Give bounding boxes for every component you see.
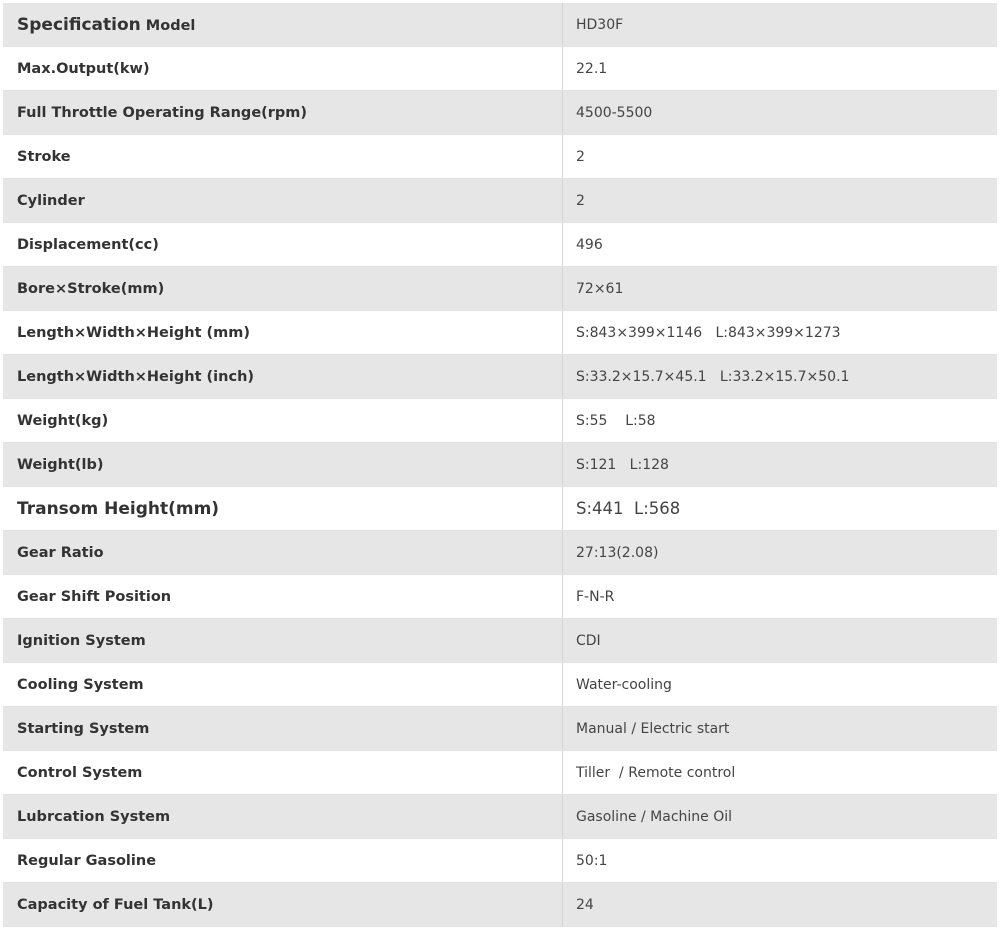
spec-label: Gear Ratio: [3, 531, 563, 575]
model-value: HD30F: [563, 3, 998, 47]
spec-value: 24: [563, 883, 998, 927]
spec-value: Gasoline / Machine Oil: [563, 795, 998, 839]
spec-label: Weight(kg): [3, 399, 563, 443]
table-row: [3, 707, 997, 751]
table-row: [3, 399, 997, 443]
spec-label: Cooling System: [3, 663, 563, 707]
spec-label: Max.Output(kw): [3, 47, 563, 91]
spec-label: Length×Width×Height (inch): [3, 355, 563, 399]
spec-value: S:121 L:128: [563, 443, 998, 487]
spec-label: Gear Shift Position: [3, 575, 563, 619]
spec-label: Starting System: [3, 707, 563, 751]
spec-label: Displacement(cc): [3, 223, 563, 267]
table-row: [3, 47, 997, 91]
table-row: [3, 355, 997, 399]
table-row: [3, 267, 997, 311]
spec-label: Full Throttle Operating Range(rpm): [3, 91, 563, 135]
spec-value: 27:13(2.08): [563, 531, 998, 575]
spec-header-label: [3, 3, 563, 47]
table-row: [3, 135, 997, 179]
spec-label: Ignition System: [3, 619, 563, 663]
spec-value: 4500-5500: [563, 91, 998, 135]
spec-value: S:843×399×1146 L:843×399×1273: [563, 311, 998, 355]
spec-label: Transom Height(mm): [3, 487, 563, 531]
table-row: [3, 311, 997, 355]
spec-value: 72×61: [563, 267, 998, 311]
spec-value: 496: [563, 223, 998, 267]
table-row: [3, 487, 997, 531]
table-row: [3, 443, 997, 487]
spec-value: 50:1: [563, 839, 998, 883]
table-row: [3, 179, 997, 223]
table-header-row: [3, 3, 997, 47]
table-row: [3, 531, 997, 575]
spec-value: Manual / Electric start: [563, 707, 998, 751]
spec-label: Stroke: [3, 135, 563, 179]
spec-label: Weight(lb): [3, 443, 563, 487]
table-row: [3, 223, 997, 267]
spec-label: Bore×Stroke(mm): [3, 267, 563, 311]
spec-value: F-N-R: [563, 575, 998, 619]
spec-label: Lubrcation System: [3, 795, 563, 839]
spec-label: Control System: [3, 751, 563, 795]
spec-value: S:33.2×15.7×45.1 L:33.2×15.7×50.1: [563, 355, 998, 399]
spec-label: Regular Gasoline: [3, 839, 563, 883]
spec-header-sub: Model: [145, 17, 196, 34]
spec-label: Capacity of Fuel Tank(L): [3, 883, 563, 927]
table-row: [3, 795, 997, 839]
spec-label: Length×Width×Height (mm): [3, 311, 563, 355]
spec-value: S:441 L:568: [563, 487, 998, 531]
spec-value: Water-cooling: [563, 663, 998, 707]
table-row: [3, 619, 997, 663]
table-row: [3, 839, 997, 883]
spec-label: Cylinder: [3, 179, 563, 223]
spec-value: 2: [563, 135, 998, 179]
spec-value: 2: [563, 179, 998, 223]
table-row: [3, 663, 997, 707]
spec-value: CDI: [563, 619, 998, 663]
spec-header-main: Specification: [17, 14, 141, 35]
spec-value: S:55 L:58: [563, 399, 998, 443]
spec-value: Tiller / Remote control: [563, 751, 998, 795]
spec-table: [3, 3, 997, 927]
table-row: [3, 91, 997, 135]
table-row: [3, 575, 997, 619]
table-row: [3, 883, 997, 927]
spec-value: 22.1: [563, 47, 998, 91]
table-row: [3, 751, 997, 795]
